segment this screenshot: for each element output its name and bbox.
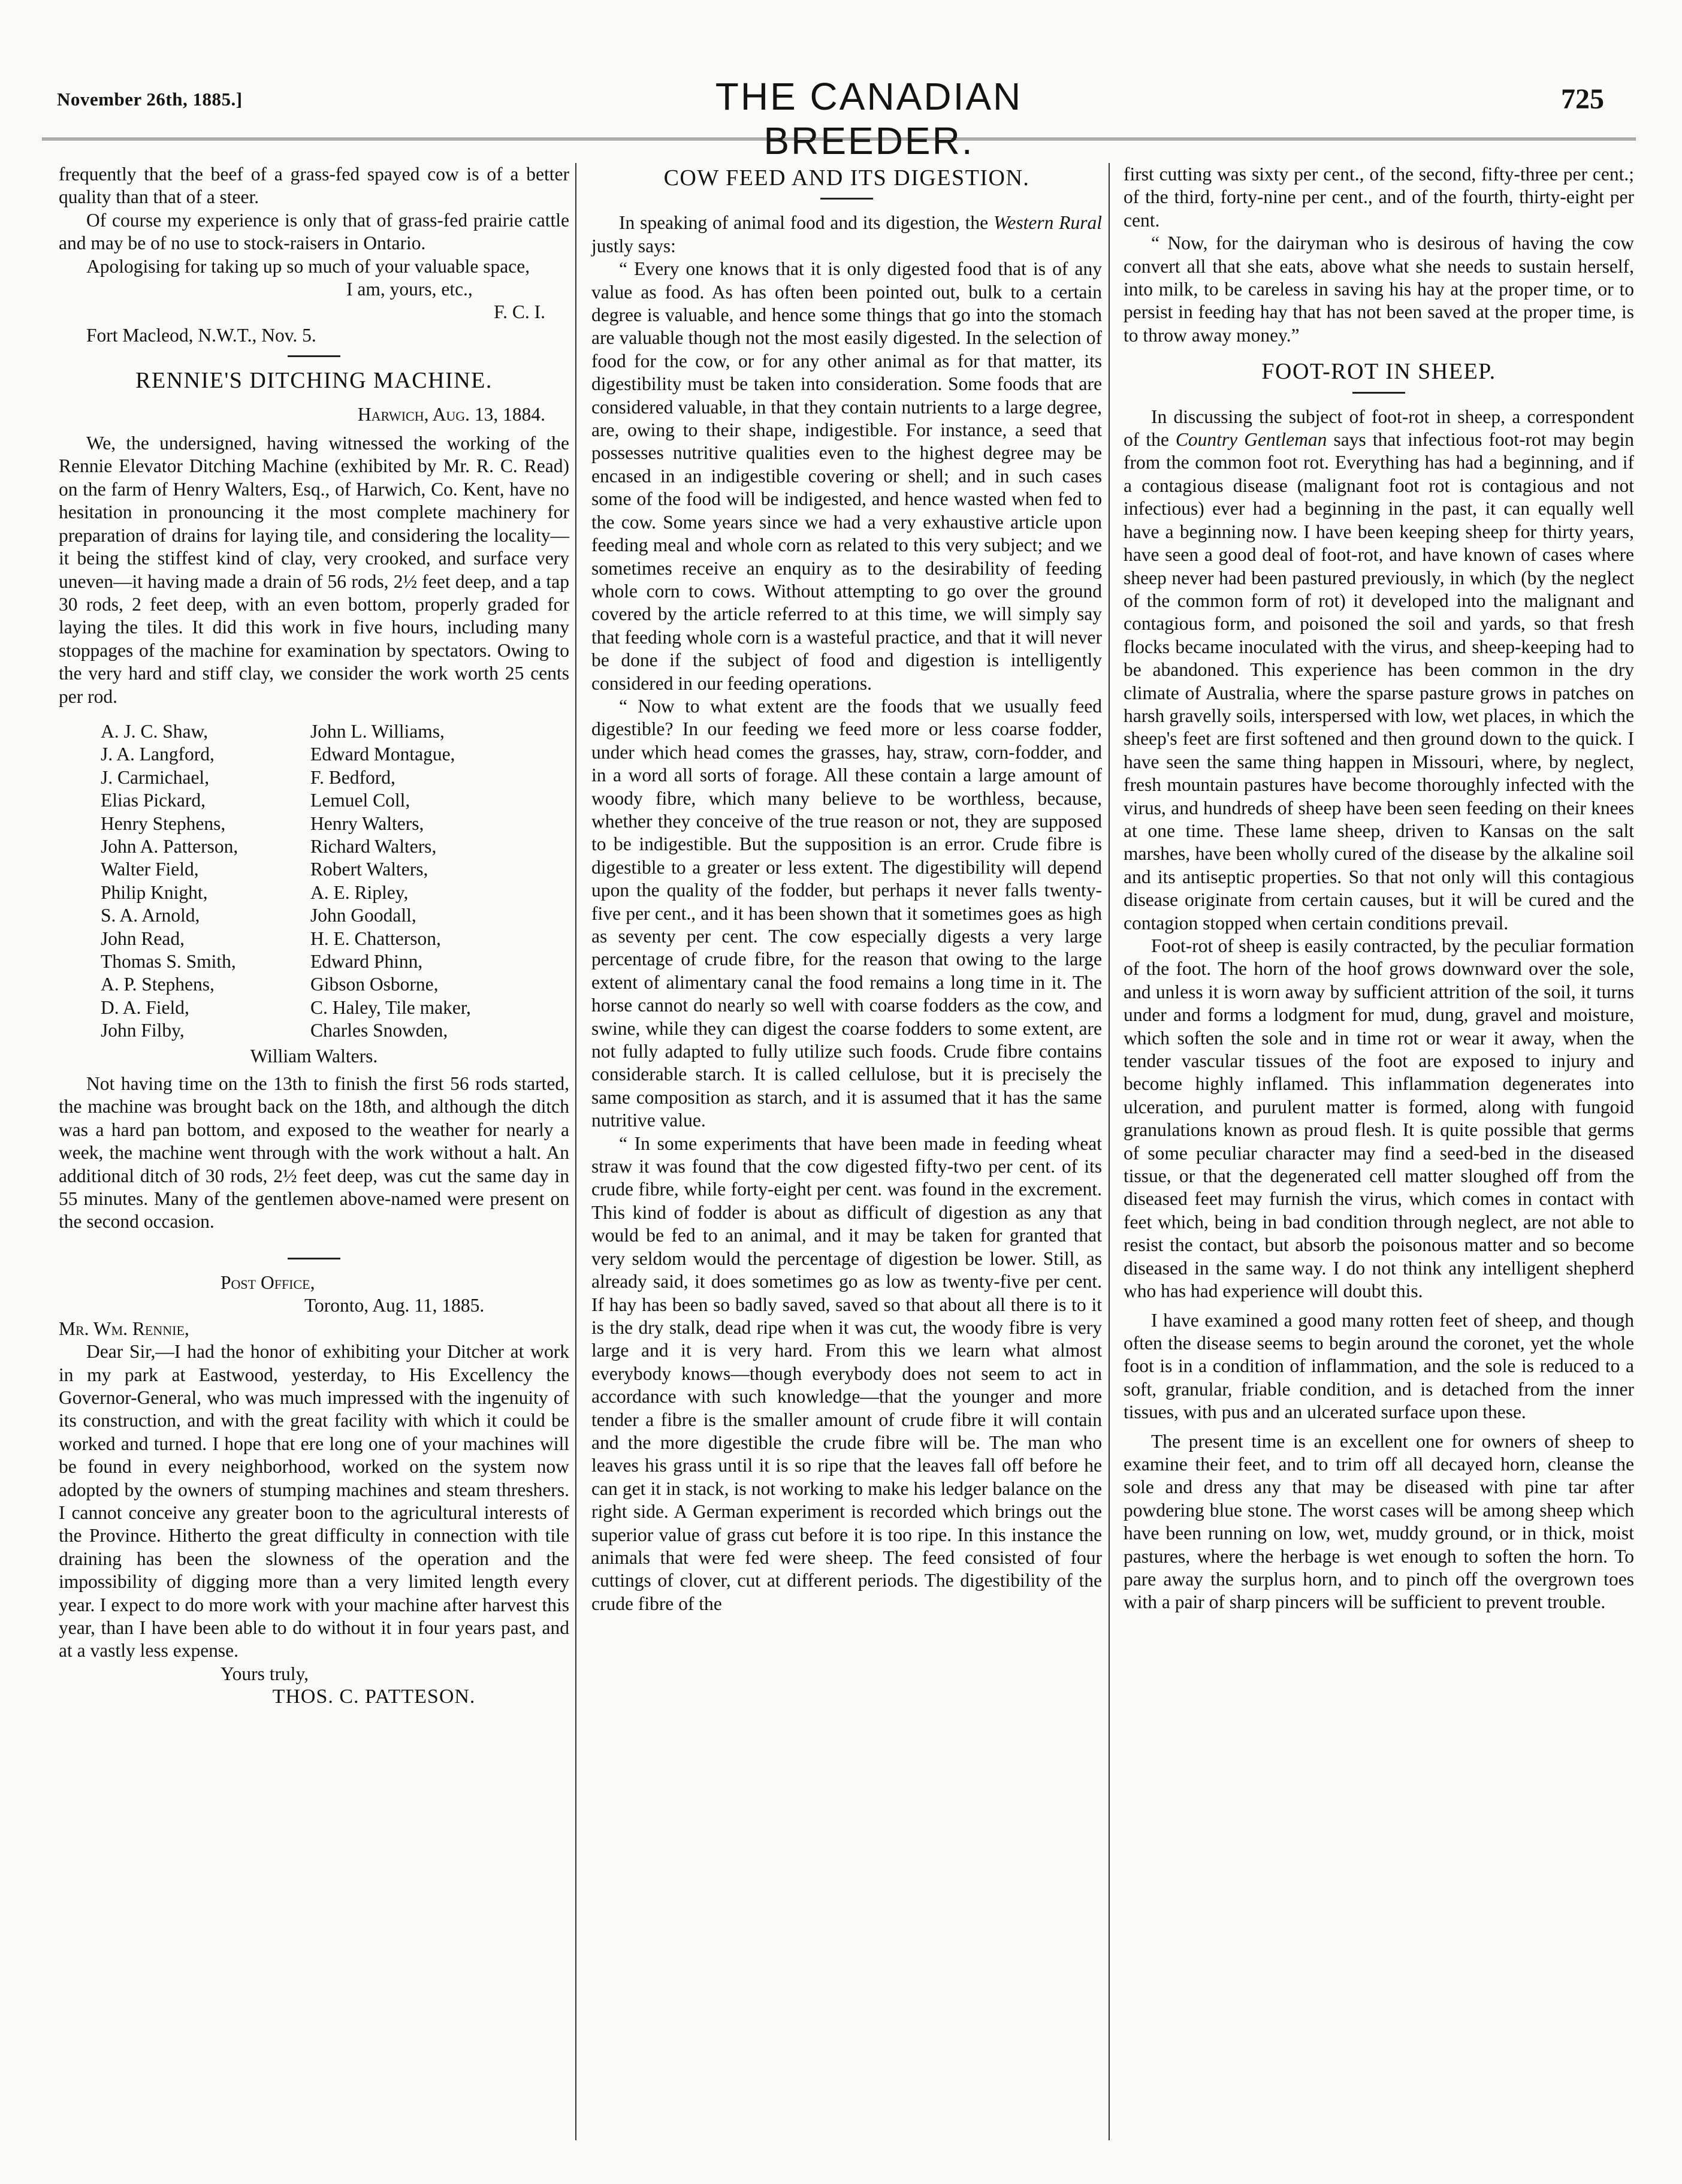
signatory-name: S. A. Arnold,: [101, 905, 200, 926]
signatory-name: Henry Walters,: [310, 812, 424, 834]
header-rule: [42, 138, 1636, 140]
column-1: [59, 163, 569, 1709]
publication-title: THE CANADIAN BREEDER.: [715, 75, 1023, 162]
signatory-name: John A. Patterson,: [101, 835, 238, 857]
signatory-name: A. P. Stephens,: [101, 974, 215, 995]
signatory-last: William Walters.: [250, 1045, 378, 1067]
paragraph: Not having time on the 13th to finish the first 56 rods started, the machine was brought back on the 18th, and although the ditch was a hard pan bottom, and exposed to the weather for nearly a week, the machine went through with the work without a halt. An additional ditch of 30 rods, 2½ feet deep, was cut the same day in 55 minutes. Many of the gentlemen above-named were present on the second occasion.: [59, 1073, 569, 1233]
source-title: Western Rural: [994, 212, 1102, 234]
section-heading: COW FEED AND ITS DIGESTION.: [663, 165, 1030, 191]
signatory-list: [101, 720, 569, 1043]
signatory-name: Edward Montague,: [310, 744, 455, 765]
section-rule: [1352, 392, 1405, 394]
signatory-name: John Filby,: [101, 1020, 185, 1041]
paragraph: The present time is an excellent one for owners of sheep to examine their feet, and to trim off all decayed horn, cleanse the sole and dress any that may be diseased with pine tar after powdering blue stone. The worst cases will be among sheep which have been running on low, wet, muddy ground, or in thick, moist pastures, where the herbage is wet enough to soften the horn. To pare away the surplus horn, and to pinch off the overgrown toes with a pair of sharp pincers will be sufficient to prevent trouble.: [1124, 1430, 1634, 1613]
signatory-name: Elias Pickard,: [101, 790, 206, 811]
paragraph: We, the undersigned, having witnessed the working of the Rennie Elevator Ditching Machine (exhibited by Mr. R. C. Read) on the farm of Henry Walters, Esq., of Harwich, Co. Kent, have no hesitation in pronouncing it the most complete machinery for preparation of drains for laying tile, and considering the locality—it being the stiffest kind of clay, very crooked, and surface very uneven—it having made a drain of 56 rods, 2½ feet deep, and a tap 30 rods, 2 feet deep, with an even bottom, properly graded for laying the tiles. It did this work in five hours, including many stoppages of the machine for examination by spectators. Owing to the very hard and stiff clay, we consider the work worth 25 cents per rod.: [59, 433, 569, 707]
signatory-name: J. A. Langford,: [101, 744, 215, 765]
signatory-name: John Read,: [101, 928, 185, 949]
paragraph: “ Now to what extent are the foods that we usually feed digestible? In our feeding we feed more or less coarse fodder, under which head comes the grasses, hay, straw, corn-fodder, and in a word all sorts of forage. All these contain a large amount of woody fibre, which many believe to be worthless, because, whether they conceive of the true reason or not, they are supposed to be indigestible. But the supposition is an error. Crude fibre is digestible to a greater or less extent. The digestibility will depend upon the quality of the fodder, but perhaps it never falls twenty-five per cent., and it has been shown that it sometimes goes as high as seventy per cent. The cow especially digests a very large percentage of crude fibre, for the reason that owing to the large extent of alimentary canal the food remains a long time in it. The horse cannot do nearly so well with coarse fodders as the cow, and swine, while they can digest the coarse fodders to some extent, are not fully adapted to fully utilize such foods. Crude fibre contains considerable starch. It is called cellulose, but it is precisely the same composition as starch, and it is assumed that it has the same nutritive value.: [591, 695, 1102, 1131]
paragraph: Of course my experience is only that of grass-fed prairie cattle and may be of no use to stock-raisers in Ontario.: [59, 209, 569, 254]
signature: THOS. C. PATTESON.: [272, 1685, 476, 1708]
section-rule: [288, 355, 340, 357]
section-heading: FOOT-ROT IN SHEEP.: [1261, 359, 1496, 385]
signatory-name: John L. Williams,: [310, 720, 445, 742]
column-divider: [1109, 163, 1110, 2140]
paragraph: Dear Sir,—I had the honor of exhibiting your Ditcher at work in my park at Eastwood, yesterday, to His Excellency the Governor-General, who was much impressed with the ingenuity of its construction, and with the great facility with which it could be worked and turned. I hope that ere long one of your machines will be found in every neighborhood, worked on the system now adopted by the owners of stumping machines and steam threshers. I cannot conceive any greater boon to the agricultural interests of the Province. Hitherto the great difficulty in connection with tile draining has been the slowness of the operation and the impossibility of digging more than a very limited length every year. I expect to do more work with your machine after harvest this year, than I have been able to do without it in four years past, and at a vastly less expense.: [59, 1341, 569, 1662]
signatory-name: Lemuel Coll,: [310, 790, 410, 811]
paragraph: “ Now, for the dairyman who is desirous of having the cow convert all that she eats, above what she needs to sustain herself, into milk, to be careless in saving his hay at the proper time, or to persist in feeding hay that has not been saved at the proper time, is to throw away money.”: [1124, 232, 1634, 346]
signatory-name: Richard Walters,: [310, 835, 437, 857]
paragraph: Foot-rot of sheep is easily contracted, by the peculiar formation of the foot. The horn of the hoof grows downward over the sole, and unless it is worn away by sufficient attrition of the soil, it turns under and forms a lodgment for mud, dung, gravel and moisture, which soften the sole and in time rot or wear it away, when the tender vascular tissues of the foot are exposed to injury and become highly inflamed. This inflammation degenerates into ulceration, and purulent matter is formed, along with fungoid granulations known as proud flesh. It is quite possible that germs of some peculiar character may find a seed-bed in the diseased tissue, or that the degenerated cell matter sloughed off from the diseased feet may furnish the virus, which comes in contact with feet which, being in bad condition through neglect, are not able to resist the contact, but absorb the poisonous matter and so become diseased in the same way. I do not think any intelligent shepherd who has had experience will doubt this.: [1124, 935, 1634, 1302]
signatory-name: A. E. Ripley,: [310, 881, 409, 903]
signatory-name: Henry Stephens,: [101, 812, 226, 834]
paragraph: Apologising for taking up so much of your valuable space,: [86, 255, 530, 277]
signatory-column-right: [310, 720, 574, 1043]
paragraph: frequently that the beef of a grass-fed spayed cow is of a better quality than that of a steer.: [59, 164, 569, 208]
signatory-name: Philip Knight,: [101, 881, 208, 903]
letter-dateline: Toronto, Aug. 11, 1885.: [304, 1295, 485, 1316]
section-heading: RENNIE'S DITCHING MACHINE.: [135, 368, 493, 394]
paragraph: I have examined a good many rotten feet of sheep, and though often the disease seems to begin around the coronet, yet the whole foot is in a condition of inflammation, and the sole is reduced to a soft, granular, friable condition, and is detached from the inner tissues, with pus and an ulcerated surface upon these.: [1124, 1309, 1634, 1423]
body-text: says that infectious foot-rot may begin from the common foot rot. Everything has had a beginning, and if a contagious disease (malignant foot rot is contagious and not infectious) ever had a beginning in the past, it can equally well have a beginning now. I have been keeping sheep for thirty years, have seen a good deal of foot-rot, and have known of cases where sheep never had been pastured previously, in which (by the neglect of the common form of rot) it developed into the malignant and contagious form, and poisoned the soil and yards, so that fresh flocks became inoculated with the virus, and sheep-keeping had to be abandoned. This experience has been common in the dry climate of Australia, where the sparse pasture grows in patches on harsh gravelly soils, interspersed with low, wet places, in which the sheep's feet are first softened and then ground down to the quick. I have seen the same thing happen in Missouri, where, by neglect, fresh mountain pastures have become thoroughly infected with the virus, and hundreds of sheep have been seen feeding on their knees at one time. These lame sheep, driven to Kansas on the salt marshes, have been wholly cured of the disease by the alkaline soil and its antiseptic properties. So that not only will this contagious disease originate from certain causes, but it will be cured and the contagion stopped when certain conditions prevail.: [1124, 429, 1635, 934]
paragraph: “ In some experiments that have been made in feeding wheat straw it was found that the cow digested fifty-two per cent. of its crude fibre, while forty-eight per cent. was found in the excrement. This kind of fodder is about as difficult of digestion as any that would be fed to an animal, and it may be taken for granted that very seldom would the percentage of digestion be lower. Still, as already said, it does sometimes go as low as twenty-five per cent. If hay has been so badly saved, saved so that about all there is to it is the dry stalk, dead ripe when it was cut, the woody fibre is very large and it is very hard. From this we learn what almost everybody knows—though everybody does not seem to act in accordance with such knowledge—that the younger and more tender a fibre is the smaller amount of crude fibre it will contain and the more digestible the crude fibre will be. The man who leaves his grass until it is so ripe that the leaves fall off before he can get it in stack, is not working to make his ledger balance on the right side. A German experiment is recorded which brings out the superior value of grass cut before it is too ripe. In this instance the animals that were fed were sheep. The feed consisted of four cuttings of clover, cut at different periods. The digestibility of the crude fibre of the: [591, 1132, 1102, 1614]
signatory-name: Robert Walters,: [310, 859, 428, 880]
column-2: [591, 163, 1102, 1615]
yours-truly: Yours truly,: [221, 1663, 309, 1684]
paragraph: [1124, 406, 1634, 935]
signatory-name: C. Haley, Tile maker,: [310, 996, 471, 1018]
signatory-name: Gibson Osborne,: [310, 974, 439, 995]
column-3: [1124, 163, 1634, 1614]
signatory-column-left: [101, 720, 310, 1043]
signatory-name: John Goodall,: [310, 905, 416, 926]
salutation: Mr. Wm. Rennie,: [59, 1318, 189, 1339]
signatory-name: A. J. C. Shaw,: [101, 720, 209, 742]
signatory-name: Edward Phinn,: [310, 951, 423, 972]
paragraph: “ Every one knows that it is only digested food that is of any value as food. As has often been pointed out, bulk to a certain degree is valuable, and hence some things that go into the stomach are valuable though not the most easily digested. In the selection of food for the cow, or for any other animal as for that matter, its digestibility must be taken into consideration. Some foods that are considered valuable, in that they contain nutrients to a large degree, are, owing to their shape, indigestible. For instance, a seed that possesses nutritive qualities even to the highest degree may be encased in an indigestible covering or shell; and in such cases some of the food will be indigested, and hence wasted when fed to the cow. Some years since we had a very exhaustive article upon feeding meal and whole corn as related to this very subject; and we sometimes receive an enquiry as to the desirability of feeding whole corn to cows. Without attempting to go over the ground covered by the article referred to at this time, we will simply say that feeding whole corn is a wasteful practice, and that it will never be done if the subject of food and digestion is intelligently considered in our feeding operations.: [591, 258, 1102, 694]
signatory-name: J. Carmichael,: [101, 766, 210, 788]
signatory-name: Thomas S. Smith,: [101, 951, 236, 972]
dateline: Harwich, Aug. 13, 1884.: [357, 403, 545, 425]
paragraph: [591, 212, 1102, 258]
page-header: [0, 0, 1682, 162]
paragraph: first cutting was sixty per cent., of the second, fifty-three per cent.; of the third, forty-nine per cent., and of the fourth, thirty-eight per cent.: [1124, 164, 1634, 231]
issue-date: November 26th, 1885.]: [57, 89, 243, 110]
page-number: 725: [1561, 83, 1604, 115]
section-rule: [288, 1258, 340, 1259]
letter-closing: I am, yours, etc.,: [346, 279, 473, 300]
signatory-name: Charles Snowden,: [310, 1020, 448, 1041]
column-divider: [575, 163, 576, 2140]
signatory-name: F. Bedford,: [310, 766, 395, 788]
letter-address: Post Office,: [221, 1271, 315, 1293]
intro-text: In discussing the subject of foot-rot in sheep, a correspondent of the: [1124, 406, 1634, 451]
source-title: Country Gentleman: [1175, 429, 1327, 451]
signatory-name: D. A. Field,: [101, 996, 189, 1018]
section-rule: [820, 198, 873, 200]
intro-text: justly says:: [591, 235, 676, 256]
signatory-name: Walter Field,: [101, 859, 199, 880]
letter-initials: F. C. I.: [494, 301, 545, 323]
intro-text: In speaking of animal food and its digestion, the: [619, 212, 989, 234]
letter-place: Fort Macleod, N.W.T., Nov. 5.: [86, 324, 316, 346]
signatory-name: H. E. Chatterson,: [310, 928, 441, 949]
